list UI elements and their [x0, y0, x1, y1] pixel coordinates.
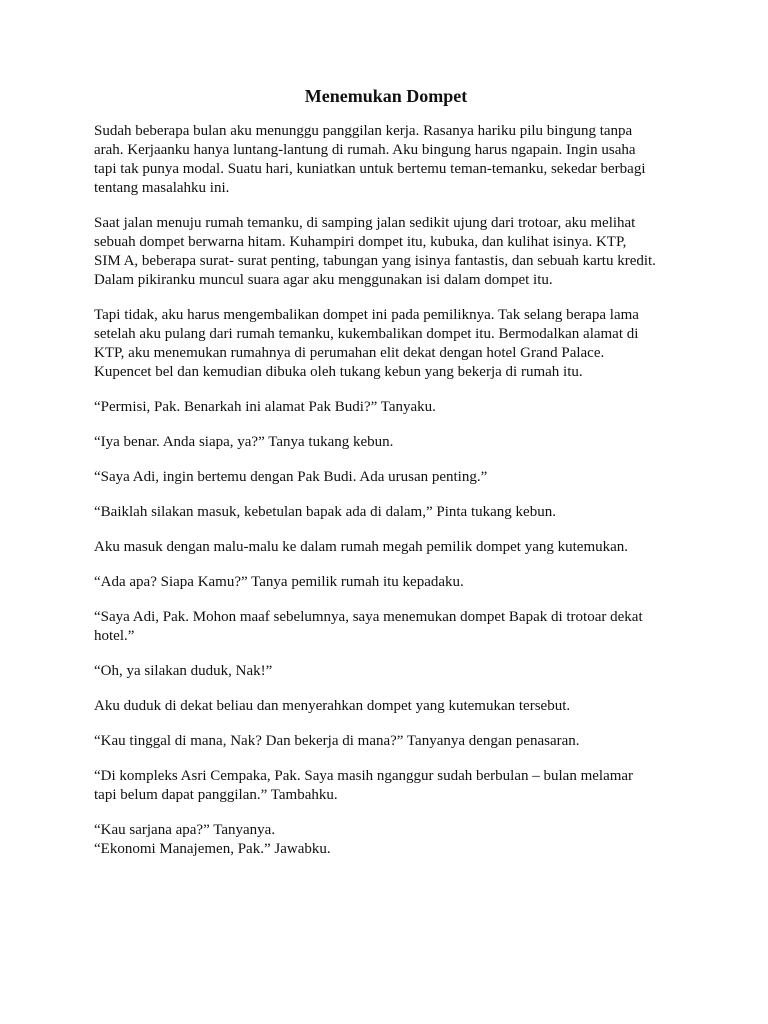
dialogue-line: “Baiklah silakan masuk, kebetulan bapak ada di dalam,” Pinta tukang kebun. [94, 504, 556, 520]
document-title: Menemukan Dompet [304, 86, 468, 106]
dialogue-line: “Ada apa? Siapa Kamu?” Tanya pemilik rumah itu kepadaku. [94, 574, 464, 590]
dialogue-line: “Kau tinggal di mana, Nak? Dan bekerja di mana?” Tanyanya dengan penasaran. [94, 733, 580, 749]
dialogue-line: “Iya benar. Anda siapa, ya?” Tanya tukang kebun. [94, 434, 394, 450]
dialogue-line: “Di kompleks Asri Cempaka, Pak. Saya masih nganggur sudah berbulan – bulan melamar tapi belum dapat panggilan.” Tambahku. [94, 768, 634, 803]
dialogue-line: “Saya Adi, Pak. Mohon maaf sebelumnya, saya menemukan dompet Bapak di trotoar dekat hotel.” [94, 609, 643, 644]
story-paragraph: Sudah beberapa bulan aku menunggu panggilan kerja. Rasanya hariku pilu bingung tanpa arah. Kerjaanku hanya luntang-lantung di rumah. Aku bingung harus ngapain. Ingin usaha tapi tak punya modal. Suatu hari, kuniatkan untuk bertemu teman-temanku, sekedar berbagi tentang masalahku ini. [94, 123, 646, 196]
story-paragraph: Tapi tidak, aku harus mengembalikan dompet ini pada pemiliknya. Tak selang berapa lama setelah aku pulang dari rumah temanku, kukembalikan dompet itu. Bermodalkan alamat di KTP, aku menemukan rumahnya di perumahan elit dekat dengan hotel Grand Palace. Kupencet bel dan kemudian dibuka oleh tukang kebun yang bekerja di rumah itu. [94, 307, 639, 380]
dialogue-line: “Permisi, Pak. Benarkah ini alamat Pak Budi?” Tanyaku. [94, 399, 436, 415]
dialogue-line: “Saya Adi, ingin bertemu dengan Pak Budi. Ada urusan penting.” [94, 469, 488, 485]
story-paragraph: Aku duduk di dekat beliau dan menyerahkan dompet yang kutemukan tersebut. [94, 698, 571, 714]
document-page [94, 84, 678, 859]
story-paragraph: Aku masuk dengan malu-malu ke dalam rumah megah pemilik dompet yang kutemukan. [94, 539, 629, 555]
dialogue-line: “Kau sarjana apa?” Tanyanya. [94, 822, 276, 838]
story-paragraph: Saat jalan menuju rumah temanku, di samping jalan sedikit ujung dari trotoar, aku melihat sebuah dompet berwarna hitam. Kuhampiri dompet itu, kubuka, dan kulihat isinya. KTP, SIM A, beberapa surat- surat penting, tabungan yang isinya fantastis, dan sebuah kartu kredit. Dalam pikiranku muncul suara agar aku menggunakan isi dalam dompet itu. [94, 215, 656, 288]
dialogue-line: “Ekonomi Manajemen, Pak.” Jawabku. [94, 841, 331, 857]
dialogue-line: “Oh, ya silakan duduk, Nak!” [94, 663, 273, 679]
